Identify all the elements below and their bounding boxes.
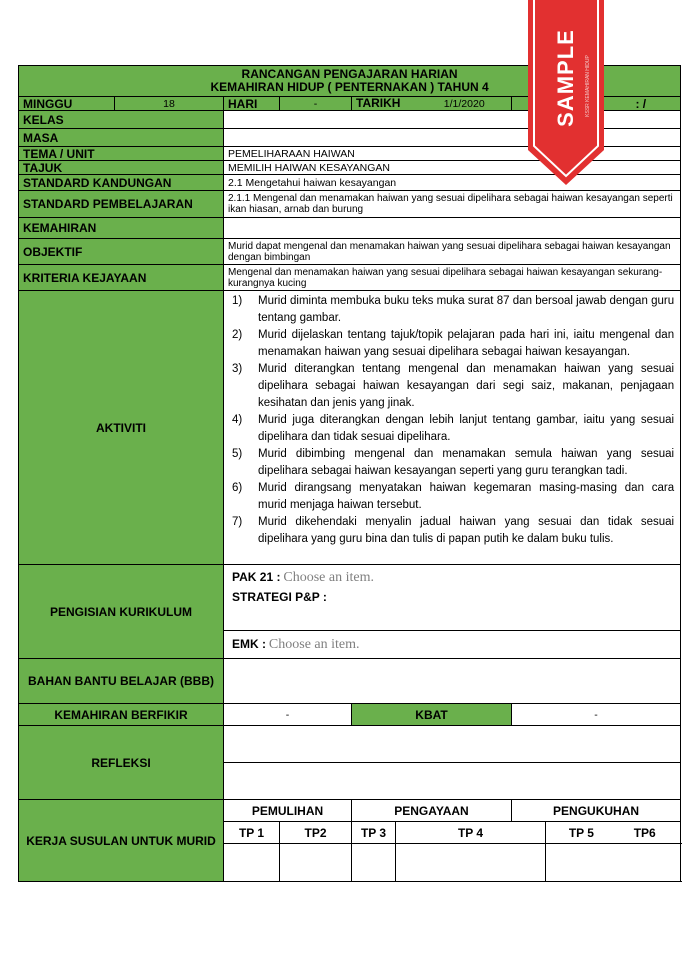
tp56-header bbox=[546, 822, 681, 844]
aktiviti-item bbox=[232, 514, 674, 548]
sample-ribbon bbox=[528, 0, 604, 185]
refleksi-line-2[interactable] bbox=[224, 763, 681, 800]
tarikh-value: 1/1/2020 bbox=[443, 98, 485, 110]
aktiviti-content bbox=[224, 291, 681, 565]
aktiviti-item-text: Murid juga diterangkan dengan lebih lanjut tentang gambar, iaitu yang sesuai dipelihara dan tidak sesuai dipelihara. bbox=[258, 414, 675, 443]
tp1-cell[interactable] bbox=[224, 844, 280, 882]
tp2-header: TP2 bbox=[280, 822, 352, 844]
pak21-row bbox=[224, 565, 681, 591]
tp3-header: TP 3 bbox=[352, 822, 396, 844]
minggu-value: 18 bbox=[115, 97, 224, 111]
emk-row bbox=[224, 631, 681, 659]
tp6-header: TP6 bbox=[633, 825, 656, 840]
lesson-plan-table bbox=[18, 65, 681, 882]
refleksi-line-1[interactable] bbox=[224, 726, 681, 763]
tarikh-label: TARIKH bbox=[356, 96, 401, 110]
document-title: RANCANGAN PENGAJARAN HARIAN bbox=[241, 67, 458, 81]
masa-value bbox=[224, 129, 681, 147]
pak21-label: PAK 21 : bbox=[232, 570, 281, 585]
tarikh-cell bbox=[352, 97, 512, 111]
kelas-label: KELAS bbox=[19, 111, 224, 129]
aktiviti-item bbox=[232, 293, 674, 327]
pengukuhan-header: PENGUKUHAN bbox=[512, 800, 681, 822]
standard-pembelajaran-value: 2.1.1 Mengenal dan menamakan haiwan yang sesuai dipelihara sebagai haiwan kesayangan seperti ikan hiasan, arnab dan burung bbox=[224, 191, 681, 218]
strategi-label: STRATEGI P&P : bbox=[232, 590, 327, 604]
pengisian-kurikulum-label: PENGISIAN KURIKULUM bbox=[19, 565, 224, 659]
tp1-header: TP 1 bbox=[224, 822, 280, 844]
tp56-cell[interactable] bbox=[546, 844, 681, 882]
kerja-susulan-label: KERJA SUSULAN UNTUK MURID bbox=[19, 800, 224, 882]
strategi-row bbox=[224, 591, 681, 615]
hari-value: - bbox=[280, 97, 352, 111]
bbb-value[interactable] bbox=[224, 659, 681, 704]
tajuk-value: MEMILIH HAIWAN KESAYANGAN bbox=[224, 161, 681, 175]
minggu-label: MINGGU bbox=[19, 97, 115, 111]
tp2-cell[interactable] bbox=[280, 844, 352, 882]
aktiviti-item-number: 4) bbox=[232, 414, 243, 426]
pemulihan-header: PEMULIHAN bbox=[224, 800, 352, 822]
lesson-plan-document bbox=[18, 65, 680, 882]
standard-pembelajaran-label: STANDARD PEMBELAJARAN bbox=[19, 191, 224, 218]
aktiviti-item-number: 6) bbox=[232, 482, 243, 494]
tp3-cell[interactable] bbox=[352, 844, 396, 882]
ribbon-subtext: KSSR KEMAHIRAN HIDUP bbox=[585, 55, 591, 117]
aktiviti-item-number: 3) bbox=[232, 363, 243, 375]
kriteria-kejayaan-label: KRITERIA KEJAYAAN bbox=[19, 265, 224, 291]
aktiviti-item bbox=[232, 412, 674, 446]
aktiviti-label: AKTIVITI bbox=[19, 291, 224, 565]
kemahiran-berfikir-value: - bbox=[224, 704, 352, 726]
kemahiran-berfikir-label: KEMAHIRAN BERFIKIR bbox=[19, 704, 224, 726]
bbb-label: BAHAN BANTU BELAJAR (BBB) bbox=[19, 659, 224, 704]
aktiviti-item bbox=[232, 480, 674, 514]
aktiviti-item-number: 2) bbox=[232, 329, 243, 341]
standard-kandungan-label: STANDARD KANDUNGAN bbox=[19, 175, 224, 191]
document-subtitle: KEMAHIRAN HIDUP ( PENTERNAKAN ) TAHUN 4 bbox=[210, 80, 489, 94]
kbat-value: - bbox=[512, 704, 681, 726]
kriteria-kejayaan-value: Mengenal dan menamakan haiwan yang sesuai dipelihara sebagai haiwan kesayangan sekurang-kurangnya kucing bbox=[224, 265, 681, 291]
refleksi-label: REFLEKSI bbox=[19, 726, 224, 800]
tp4-header: TP 4 bbox=[396, 822, 546, 844]
aktiviti-item-number: 1) bbox=[232, 295, 243, 307]
aktiviti-item bbox=[232, 327, 674, 361]
aktiviti-item-text: Murid dijelaskan tentang tajuk/topik pelajaran pada hari ini, iaitu mengenal dan menamakan haiwan yang sesuai dipelihara sebagai haiwan kesayangan. bbox=[258, 329, 675, 358]
aktiviti-item-number: 5) bbox=[232, 448, 243, 460]
aktiviti-item-text: Murid dikehendaki menyalin jadual haiwan yang sesuai dan tidak sesuai dipelihara yang guru bina dan tulis di papan putih ke dalam buku tulis. bbox=[258, 516, 675, 545]
kelas-value bbox=[224, 111, 681, 129]
standard-kandungan-value: 2.1 Mengetahui haiwan kesayangan bbox=[224, 175, 681, 191]
aktiviti-list bbox=[232, 293, 676, 548]
pak21-select[interactable]: Choose an item. bbox=[283, 570, 374, 586]
tp5-header: TP 5 bbox=[568, 825, 594, 840]
tema-label: TEMA / UNIT bbox=[19, 147, 224, 161]
emk-label: EMK : bbox=[232, 637, 266, 651]
kbat-label: KBAT bbox=[352, 704, 512, 726]
strategi-value[interactable] bbox=[224, 615, 681, 631]
aktiviti-item-text: Murid dirangsang menyatakan haiwan kegemaran masing-masing dan cara murid menjaga haiwan tersebut. bbox=[258, 482, 675, 511]
hari-label: HARI bbox=[224, 97, 280, 111]
objektif-value: Murid dapat mengenal dan menamakan haiwan yang sesuai dipelihara sebagai haiwan kesayangan dengan bimbingan bbox=[224, 239, 681, 265]
kemahiran-value bbox=[224, 218, 681, 239]
pengayaan-header: PENGAYAAN bbox=[352, 800, 512, 822]
tajuk-label: TAJUK bbox=[19, 161, 224, 175]
aktiviti-item-number: 7) bbox=[232, 516, 243, 528]
tp4-cell[interactable] bbox=[396, 844, 546, 882]
aktiviti-item-text: Murid diterangkan tentang mengenal dan menamakan haiwan yang sesuai dipelihara sebagai haiwan kesayangan dari segi saiz, makanan, penjagaan kesihatan dan jenis yang jinak. bbox=[258, 363, 675, 409]
aktiviti-item bbox=[232, 446, 674, 480]
ribbon-text: SAMPLE bbox=[553, 29, 578, 127]
extra-value: : / bbox=[512, 97, 681, 111]
aktiviti-item-text: Murid dibimbing mengenal dan menamakan semula haiwan yang sesuai dipelihara sebagai haiwan kesayangan seperti yang guru terangkan tadi. bbox=[258, 448, 675, 477]
aktiviti-item bbox=[232, 361, 674, 412]
masa-label: MASA bbox=[19, 129, 224, 147]
objektif-label: OBJEKTIF bbox=[19, 239, 224, 265]
tema-value: PEMELIHARAAN HAIWAN bbox=[224, 147, 681, 161]
aktiviti-item-text: Murid diminta membuka buku teks muka surat 87 dan bersoal jawab dengan guru tentang gambar. bbox=[258, 295, 675, 324]
emk-select[interactable]: Choose an item. bbox=[268, 637, 360, 652]
kemahiran-label: KEMAHIRAN bbox=[19, 218, 224, 239]
